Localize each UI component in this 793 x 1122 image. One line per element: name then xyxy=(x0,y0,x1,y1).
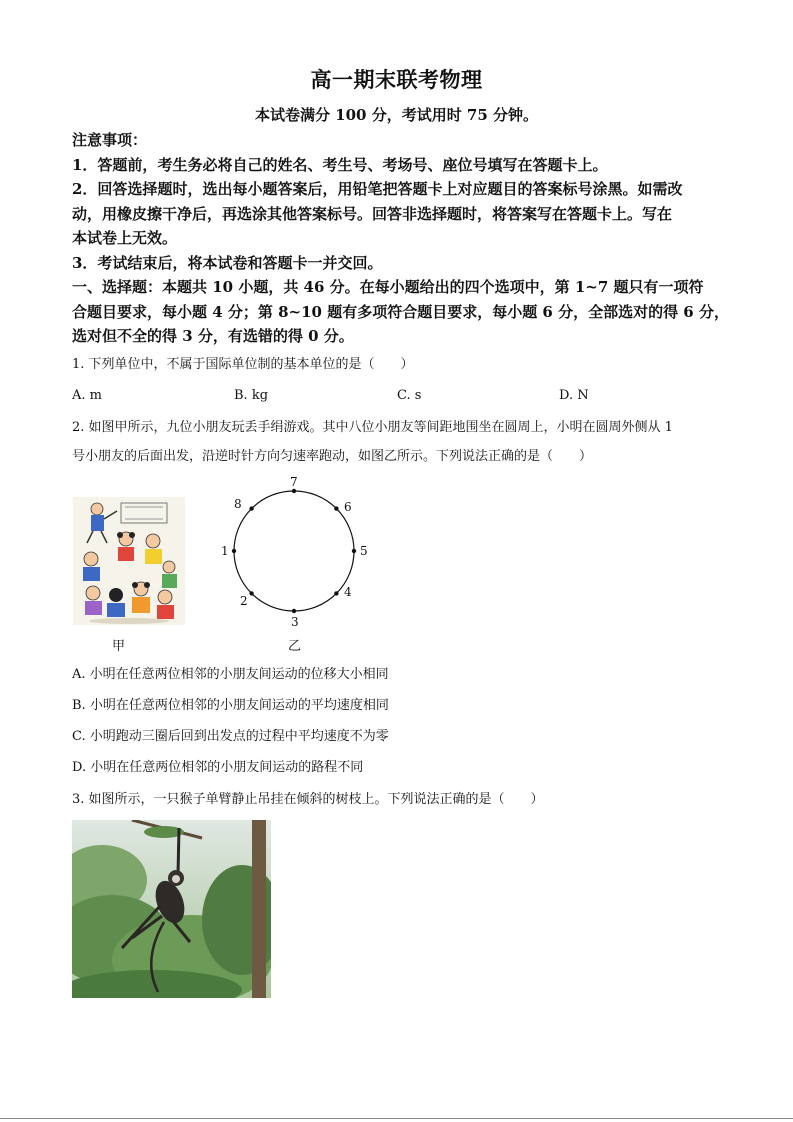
svg-text:7: 7 xyxy=(290,475,298,489)
monkey-photo xyxy=(72,820,271,998)
q2-option-a: A. 小明在任意两位相邻的小朋友间运动的位移大小相同 xyxy=(72,667,389,682)
notes-line-2: 2．回答选择题时，选出每小题答案后，用铅笔把答题卡上对应题目的答案标号涂黑。如需改 xyxy=(72,180,683,198)
q2-stem-line-2: 号小朋友的后面出发，沿逆时针方向匀速率跑动，如图乙所示。下列说法正确的是（ ） xyxy=(72,449,593,464)
svg-text:1: 1 xyxy=(221,544,229,558)
page-bottom-rule xyxy=(0,1118,793,1119)
q1-option-b: B. kg xyxy=(234,388,269,403)
q1-option-a: A. m xyxy=(72,388,102,403)
children-illustration xyxy=(73,497,185,625)
notes-heading: 注意事项： xyxy=(72,131,148,149)
q2-option-b: B. 小明在任意两位相邻的小朋友间运动的平均速度相同 xyxy=(72,698,389,713)
section1-line-1: 一、选择题：本题共 10 小题，共 46 分。在每小题给出的四个选项中，第 1~7 题只有一项符 xyxy=(72,278,704,296)
q2-option-c: C. 小明跑动三圈后回到出发点的过程中平均速度不为零 xyxy=(72,729,389,744)
section1-line-2: 合题目要求，每小题 4 分；第 8~10 题有多项符合题目要求，每小题 6 分，全部选对的得 6 分， xyxy=(72,303,729,321)
figure-label-yi: 乙 xyxy=(288,639,302,654)
svg-text:5: 5 xyxy=(360,544,368,558)
circle-point-6 xyxy=(334,500,351,514)
notes-line-3: 动，用橡皮擦干净后，再选涂其他答案标号。回答非选择题时，将答案写在答题卡上。写在 xyxy=(72,205,673,223)
q1-option-d: D. N xyxy=(559,388,589,403)
circle-diagram xyxy=(210,472,385,650)
q2-stem-line-1: 2. 如图甲所示，九位小朋友玩丢手绢游戏。其中八位小朋友等间距地围坐在圆周上，小明在圆周外侧从 1 xyxy=(72,420,673,435)
exam-title: 高一期末联考物理 xyxy=(310,67,483,92)
q2-option-d: D. 小明在任意两位相邻的小朋友间运动的路程不同 xyxy=(72,760,364,775)
q1-stem: 1. 下列单位中，不属于国际单位制的基本单位的是（ ） xyxy=(72,357,414,372)
q3-stem: 3. 如图所示，一只猴子单臂静止吊挂在倾斜的树枝上。下列说法正确的是（ ） xyxy=(72,792,544,807)
circle-point-8 xyxy=(234,497,254,511)
figure-label-jia: 甲 xyxy=(112,639,126,654)
notes-line-1: 1．答题前，考生务必将自己的姓名、考生号、考场号、座位号填写在答题卡上。 xyxy=(72,156,608,174)
svg-text:4: 4 xyxy=(344,585,352,599)
svg-text:8: 8 xyxy=(234,497,242,511)
notes-line-4: 本试卷上无效。 xyxy=(72,229,178,247)
section1-line-3: 选对但不全的得 3 分，有选错的得 0 分。 xyxy=(72,327,354,345)
svg-text:6: 6 xyxy=(344,500,352,514)
circle-point-4 xyxy=(334,585,352,599)
notes-line-5: 3．考试结束后，将本试卷和答题卡一并交回。 xyxy=(72,254,383,272)
svg-text:3: 3 xyxy=(291,615,299,629)
circle-point-3 xyxy=(291,609,299,629)
exam-subtitle: 本试卷满分 100 分，考试用时 75 分钟。 xyxy=(254,106,539,124)
q1-option-c: C. s xyxy=(397,388,422,403)
svg-text:2: 2 xyxy=(240,594,248,608)
circle-point-2 xyxy=(240,591,254,608)
